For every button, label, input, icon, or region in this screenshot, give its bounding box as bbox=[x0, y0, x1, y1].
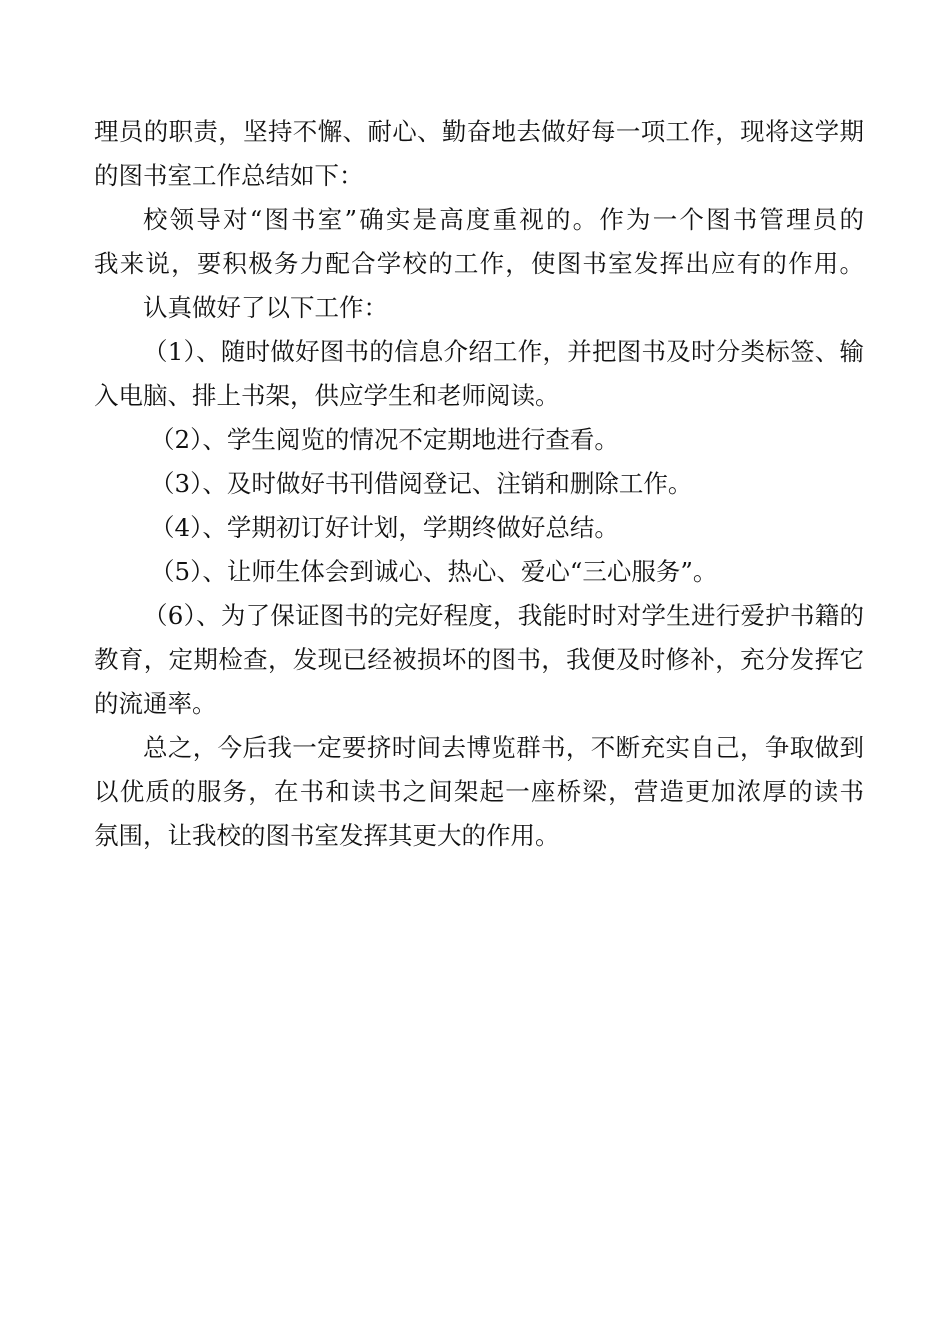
text-line: 教育，定期检查，发现已经被损坏的图书，我便及时修补，充分发挥它 bbox=[94, 645, 864, 674]
text-line: 以优质的服务，在书和读书之间架起一座桥梁，营造更加浓厚的读书 bbox=[94, 777, 864, 806]
text-line: 理员的职责，坚持不懈、耐心、勤奋地去做好每一项工作，现将这学期 bbox=[94, 117, 864, 146]
paragraph-start-line: 校领导对“图书室”确实是高度重视的。作为一个图书管理员的 bbox=[143, 205, 864, 234]
text-line: 入电脑、排上书架，供应学生和老师阅读。 bbox=[94, 381, 560, 410]
list-item-line: （6）、为了保证图书的完好程度，我能时时对学生进行爱护书籍的 bbox=[143, 601, 864, 630]
document-body bbox=[94, 110, 864, 858]
text-line: 的流通率。 bbox=[94, 689, 217, 718]
text-line: 的图书室工作总结如下： bbox=[94, 161, 364, 190]
text-line: 我来说，要积极务力配合学校的工作，使图书室发挥出应有的作用。 bbox=[94, 249, 864, 278]
list-item-line: （4）、学期初订好计划，学期终做好总结。 bbox=[150, 513, 619, 542]
paragraph-start-line: 认真做好了以下工作： bbox=[143, 293, 388, 322]
text-line: 氛围，让我校的图书室发挥其更大的作用。 bbox=[94, 821, 560, 850]
list-item-line: （2）、学生阅览的情况不定期地进行查看。 bbox=[150, 425, 619, 454]
list-item-line: （5）、让师生体会到诚心、热心、爱心“三心服务”。 bbox=[150, 557, 718, 586]
paragraph-start-line: 总之，今后我一定要挤时间去博览群书，不断充实自己，争取做到 bbox=[143, 733, 864, 762]
list-item-line: （3）、及时做好书刊借阅登记、注销和删除工作。 bbox=[150, 469, 693, 498]
list-item-line: （1）、随时做好图书的信息介绍工作，并把图书及时分类标签、输 bbox=[143, 337, 864, 366]
